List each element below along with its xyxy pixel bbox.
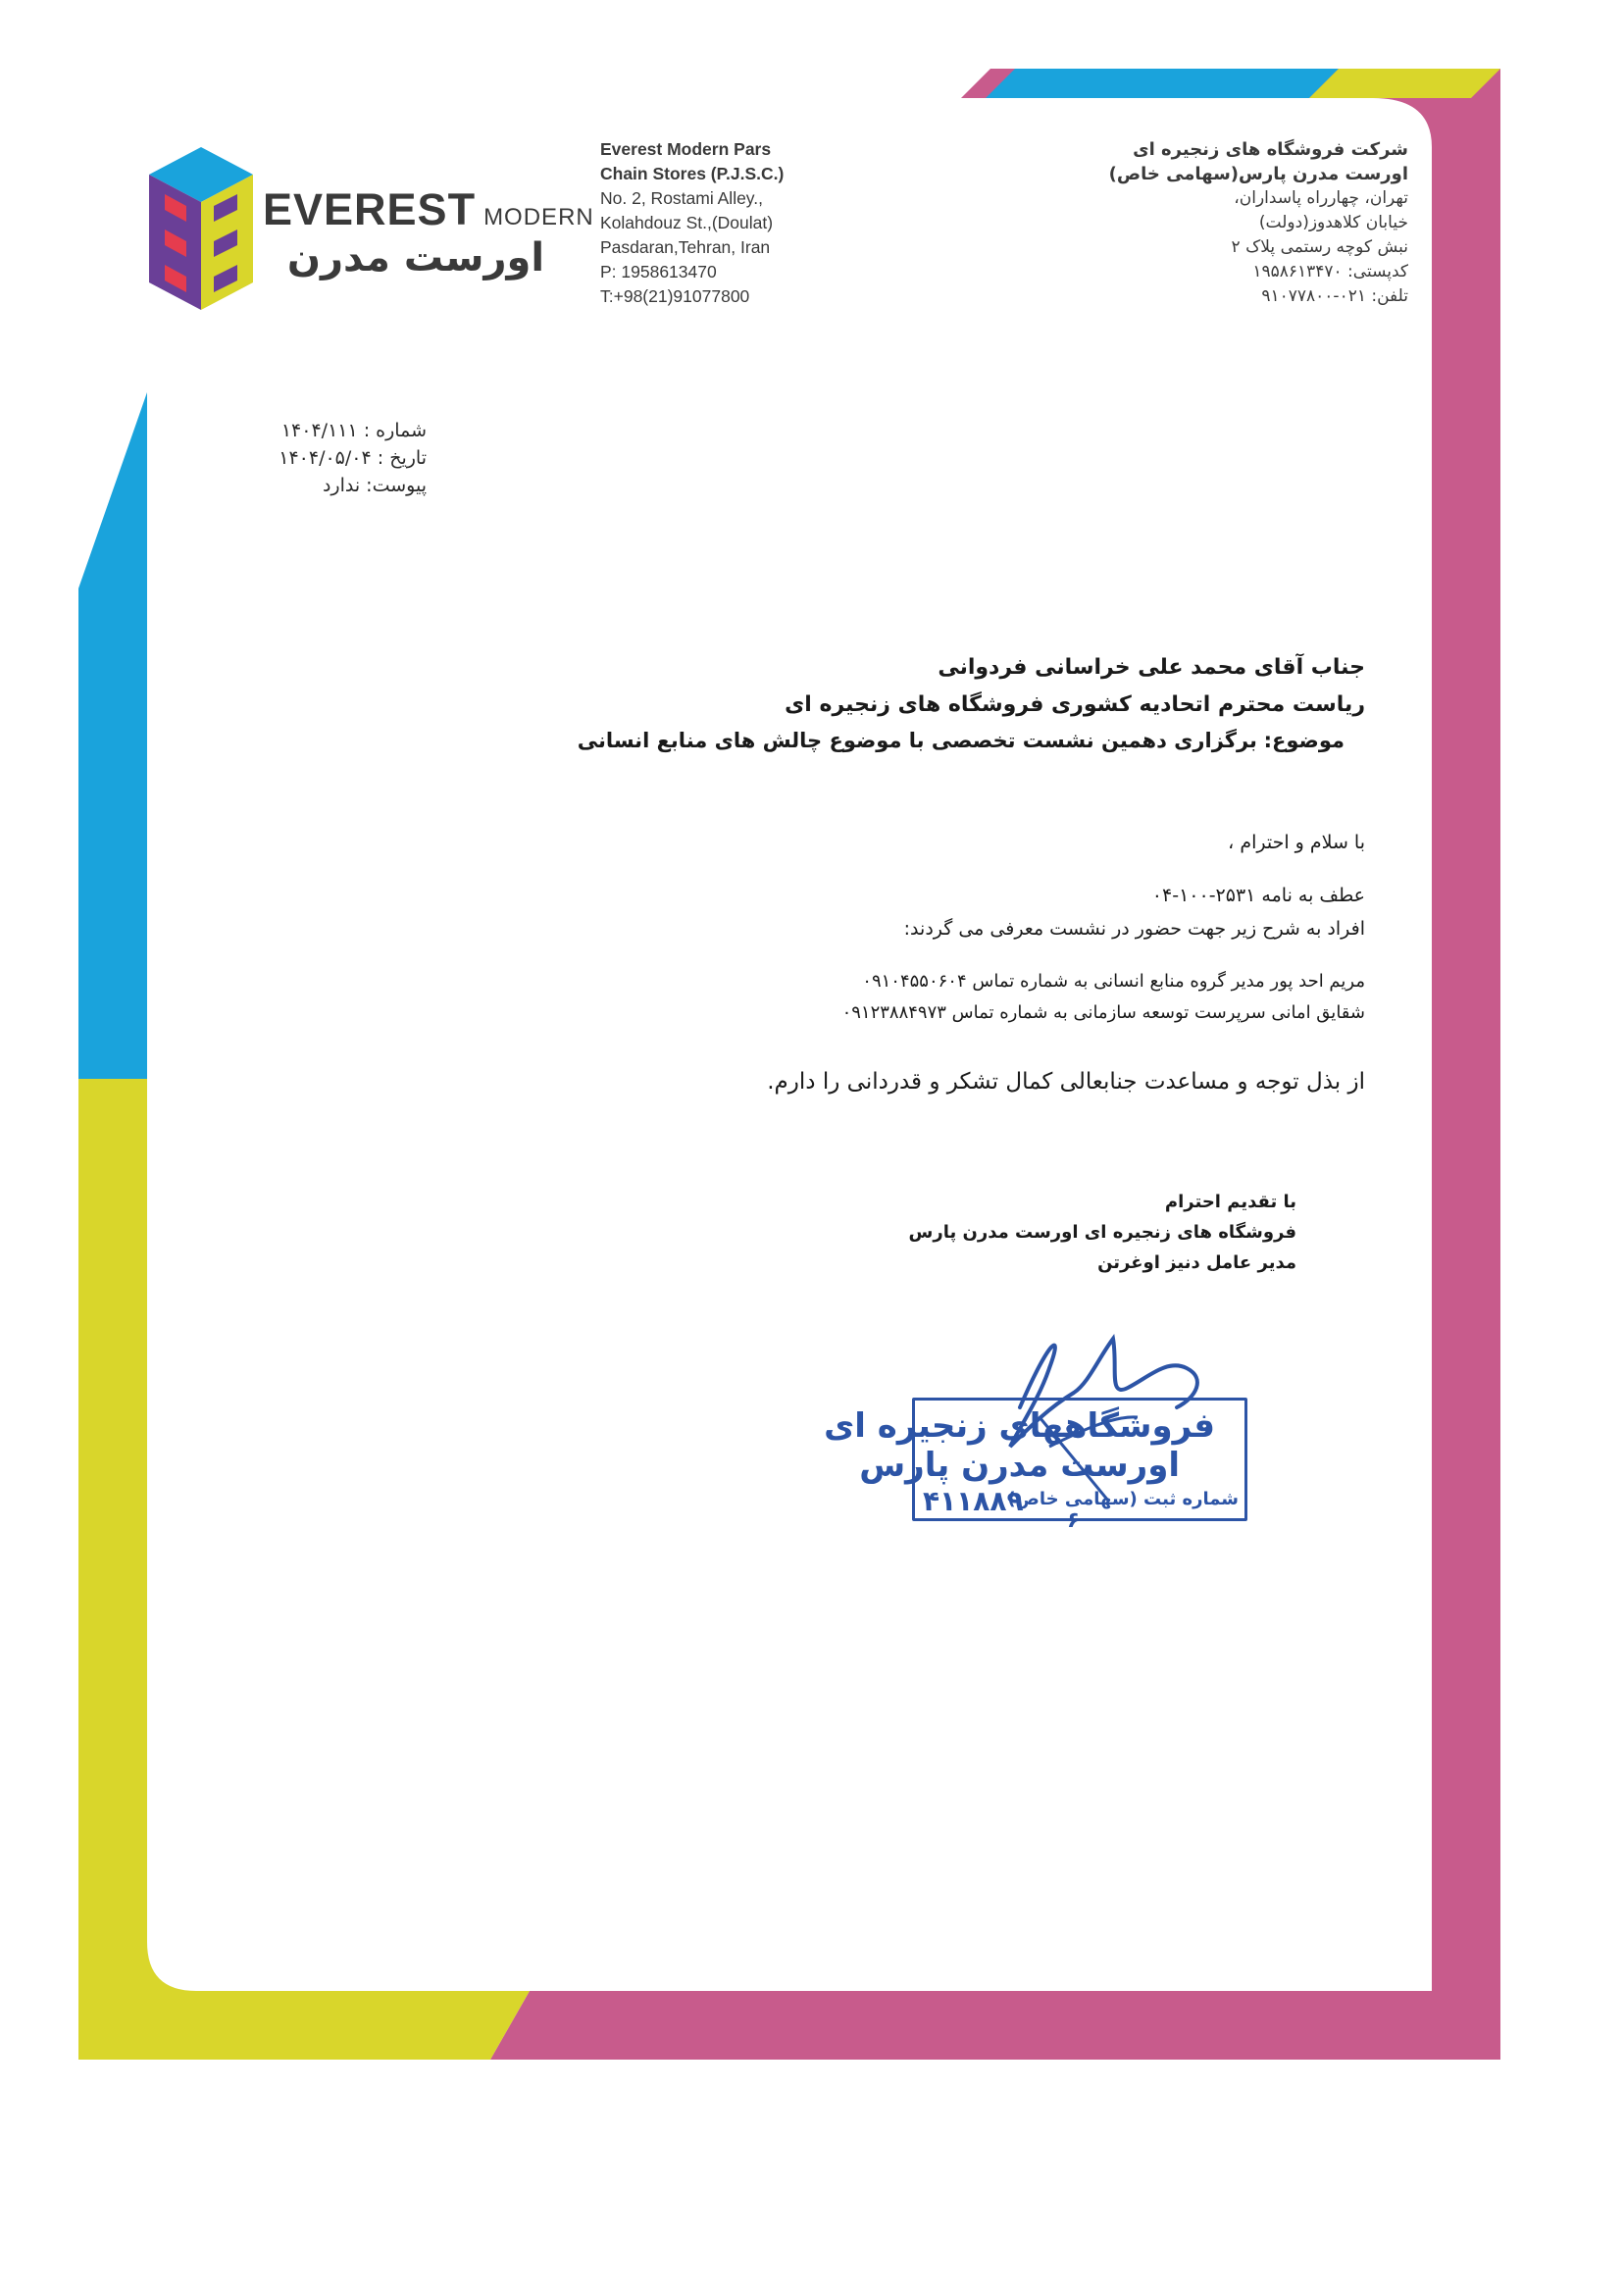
stamp-line: شماره ثبت (سهامی خاص) [1007, 1489, 1239, 1509]
phone-fa: تلفن: ۰۲۱-۹۱۰۷۷۸۰۰ [1261, 286, 1408, 306]
company-logo [147, 145, 594, 314]
letter-closing-line: از بذل توجه و مساعدت جنابعالی کمال تشکر و قدردانی را دارم. [767, 1069, 1365, 1095]
logo-brand-en: EVEREST MODERN [263, 184, 594, 234]
company-name-en: Everest Modern Pars [600, 139, 772, 159]
postal-code-fa: کدپستی: ۱۹۵۸۶۱۳۴۷۰ [1252, 262, 1408, 281]
address-line: Kolahdouz St.,(Doulat) [600, 213, 774, 232]
letter-person-1: مریم احد پور مدیر گروه منابع انسانی به شماره تماس ۰۹۱۰۴۵۵۰۶۰۴ [862, 971, 1365, 992]
letter-greeting: با سلام و احترام ، [1228, 832, 1365, 853]
address-line: خیابان کلاهدوز(دولت) [1258, 213, 1408, 232]
signature-position: مدیر عامل دنیز اوغرتن [1097, 1252, 1296, 1273]
logo-brand-fa: اورست مدرن [286, 235, 545, 280]
letter-reference-block [226, 417, 427, 499]
recipient-name: جناب آقای محمد علی خراسانی فردوانی [938, 655, 1365, 680]
company-address-fa [1094, 137, 1408, 309]
stamp-line: فروشگاههای زنجیره ای [824, 1406, 1215, 1446]
letter-attachment: پیوست: ندارد [322, 475, 427, 496]
address-line: Pasdaran,Tehran, Iran [600, 237, 771, 257]
stamp-line: اورست مدرن پارس [859, 1446, 1180, 1485]
address-line: No. 2, Rostami Alley., [600, 188, 763, 208]
phone-en: T:+98(21)91077800 [600, 286, 750, 306]
company-name-fa: شرکت فروشگاه های زنجیره ای [1133, 139, 1408, 160]
handwritten-signature [981, 1300, 1236, 1535]
letter-number: شماره : ۱۴۰۴/۱۱۱ [280, 420, 427, 441]
address-line: نبش کوچه رستمی پلاک ۲ [1231, 237, 1408, 257]
letter-person-2: شقایق امانی سرپرست توسعه سازمانی به شماره تماس ۰۹۱۲۳۸۸۴۹۷۳ [841, 1002, 1365, 1023]
postal-code-en: P: 1958613470 [600, 262, 717, 281]
letter-subject: موضوع: برگزاری دهمین نشست تخصصی با موضوع چالش های منابع انسانی [577, 729, 1345, 752]
letter-intro-line: افراد به شرح زیر جهت حضور در نشست معرفی می گردند: [903, 918, 1365, 940]
stamp-registration-number: ۴۱۱۸۸۹ [923, 1485, 1024, 1517]
signature-company: فروشگاه های زنجیره ای اورست مدرن پارس [908, 1222, 1296, 1243]
company-address-en [600, 137, 784, 309]
signature-mark: ۶ [1067, 1508, 1081, 1533]
company-type-en: Chain Stores (P.J.S.C.) [600, 164, 785, 183]
company-type-fa: اورست مدرن پارس(سهامی خاص) [1108, 164, 1408, 184]
signature-regards: با تقدیم احترام [1164, 1192, 1296, 1212]
letter-reference-line: عطف به نامه ۲۵۳۱-۱۰۰-۰۴ [1151, 885, 1365, 906]
letter-date: تاریخ : ۱۴۰۴/۰۵/۰۴ [279, 447, 427, 469]
cube-logo-icon [147, 145, 255, 312]
recipient-title: ریاست محترم اتحادیه کشوری فروشگاه های زنجیره ای [785, 692, 1365, 717]
address-line: تهران، چهارراه پاسداران، [1234, 188, 1408, 208]
